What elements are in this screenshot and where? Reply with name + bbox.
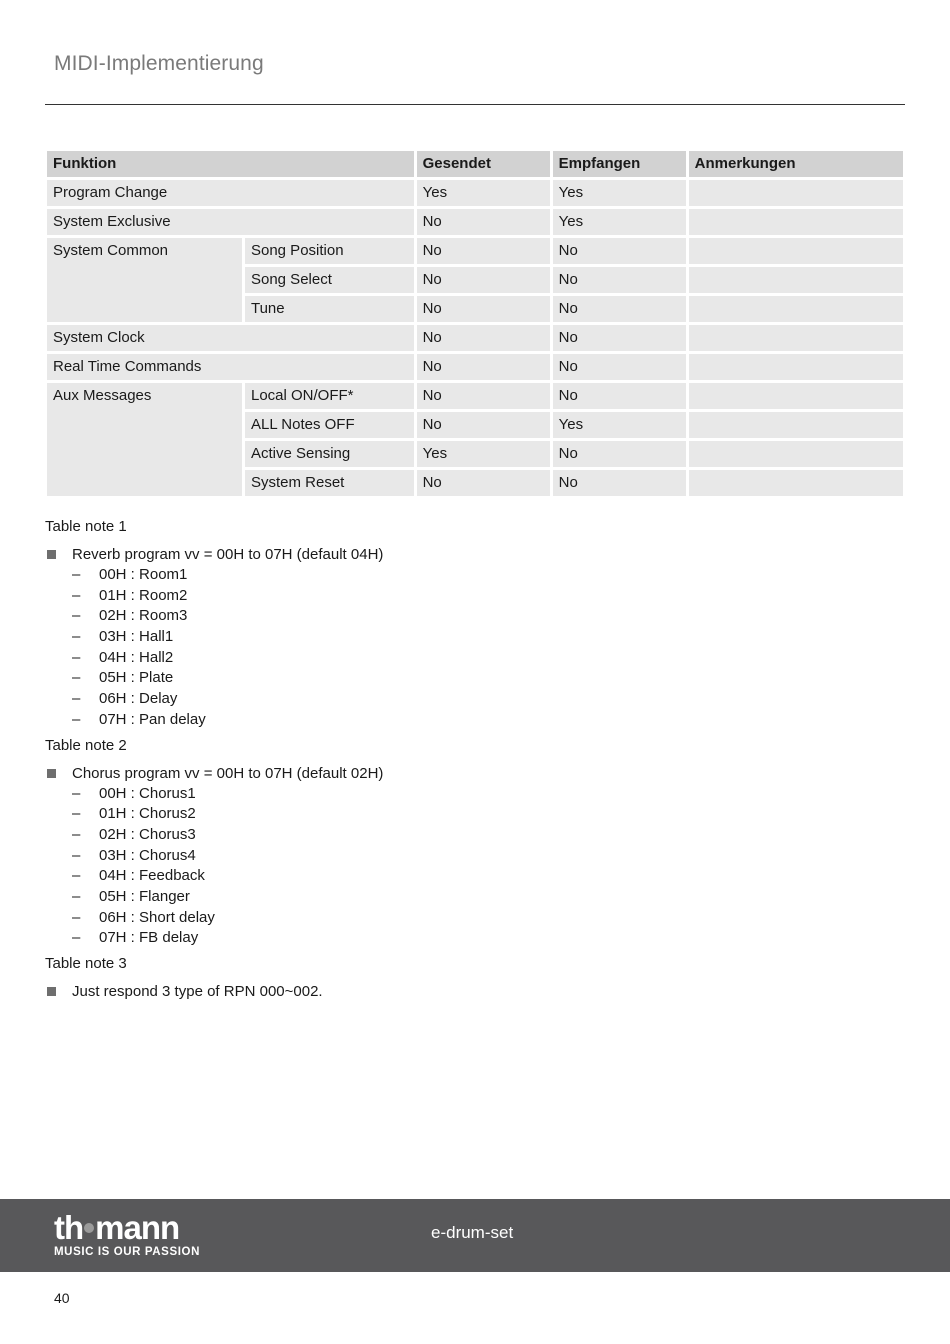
dash-icon: – [72, 669, 81, 687]
received-cell: No [553, 325, 686, 351]
dash-icon: – [72, 867, 81, 885]
list-item-text: 02H : Chorus3 [99, 825, 196, 843]
received-cell: No [553, 296, 686, 322]
dash-icon: – [72, 929, 81, 947]
received-cell: No [553, 470, 686, 496]
subfunction-cell: Local ON/OFF* [245, 383, 414, 409]
dash-icon: – [72, 846, 81, 864]
midi-implementation-table [44, 148, 906, 499]
dash-icon: – [72, 586, 81, 604]
list-item [45, 866, 905, 887]
received-cell: No [553, 441, 686, 467]
remarks-cell [689, 441, 903, 467]
table-row [47, 325, 903, 351]
remarks-cell [689, 209, 903, 235]
sent-cell: No [417, 383, 550, 409]
remarks-cell [689, 354, 903, 380]
table-row [47, 354, 903, 380]
sent-cell: Yes [417, 441, 550, 467]
table-row [47, 180, 903, 206]
sent-cell: No [417, 296, 550, 322]
subfunction-cell: Active Sensing [245, 441, 414, 467]
list-item-text: 07H : Pan delay [99, 710, 206, 728]
subfunction-cell: ALL Notes OFF [245, 412, 414, 438]
thomann-logo [54, 1211, 200, 1259]
list-item [45, 887, 905, 908]
bullet-text: Chorus program vv = 00H to 07H (default 02H) [72, 764, 384, 782]
note-bullet [45, 763, 905, 784]
footer-bar [0, 1199, 950, 1272]
logo-part: mann [95, 1209, 180, 1246]
list-item-text: 00H : Room1 [99, 566, 188, 583]
dash-icon: – [72, 648, 81, 666]
bullet-text: Just respond 3 type of RPN 000~002. [72, 983, 323, 1000]
note-heading: Table note 1 [45, 518, 127, 535]
list-item [45, 928, 905, 949]
dash-icon: – [72, 710, 81, 728]
list-item-text: 03H : Hall1 [99, 628, 174, 646]
table-row [47, 209, 903, 235]
remarks-cell [689, 412, 903, 438]
dash-icon: – [72, 566, 81, 583]
sent-cell: No [417, 267, 550, 293]
list-item [45, 908, 905, 929]
dash-icon: – [72, 607, 81, 625]
received-cell: No [553, 383, 686, 409]
list-item [45, 689, 905, 710]
dash-icon: – [72, 825, 81, 843]
list-item-text: 05H : Plate [99, 669, 174, 687]
list-item-text: 07H : FB delay [99, 929, 199, 947]
square-bullet-icon [47, 769, 56, 778]
function-cell: System Clock [47, 325, 414, 351]
note-heading: Table note 3 [45, 955, 127, 972]
header-anmerkungen: Anmerkungen [689, 151, 903, 177]
table-notes [45, 512, 905, 1002]
list-item [45, 846, 905, 867]
header-empfangen: Empfangen [553, 151, 686, 177]
received-cell: Yes [553, 412, 686, 438]
sent-cell: No [417, 325, 550, 351]
title-divider [45, 104, 905, 105]
subfunction-cell: Song Select [245, 267, 414, 293]
subfunction-cell: System Reset [245, 470, 414, 496]
dash-icon: – [72, 908, 81, 926]
list-item [45, 648, 905, 669]
list-item-text: 04H : Feedback [99, 867, 205, 885]
list-item [45, 586, 905, 607]
note-bullet [45, 544, 905, 565]
function-cell: Aux Messages [47, 383, 242, 496]
sent-cell: No [417, 209, 550, 235]
dash-icon: – [72, 887, 81, 905]
note-bullet [45, 981, 905, 1002]
dash-icon: – [72, 690, 81, 708]
header-gesendet: Gesendet [417, 151, 550, 177]
square-bullet-icon [47, 987, 56, 996]
list-item [45, 784, 905, 805]
logo-wordmark [54, 1211, 200, 1245]
list-item-text: 06H : Delay [99, 690, 178, 708]
logo-dot-icon [84, 1223, 94, 1233]
list-item [45, 825, 905, 846]
sent-cell: No [417, 470, 550, 496]
list-item-text: 05H : Flanger [99, 887, 190, 905]
sent-cell: Yes [417, 180, 550, 206]
logo-part: th [54, 1209, 84, 1246]
remarks-cell [689, 325, 903, 351]
received-cell: No [553, 238, 686, 264]
list-item-text: 04H : Hall2 [99, 648, 174, 666]
list-item-text: 06H : Short delay [99, 908, 215, 926]
remarks-cell [689, 383, 903, 409]
subfunction-cell: Tune [245, 296, 414, 322]
remarks-cell [689, 180, 903, 206]
sent-cell: No [417, 238, 550, 264]
remarks-cell [689, 267, 903, 293]
dash-icon: – [72, 784, 81, 802]
dash-icon: – [72, 805, 81, 823]
list-item [45, 627, 905, 648]
list-item-text: 01H : Chorus2 [99, 805, 196, 823]
square-bullet-icon [47, 550, 56, 559]
received-cell: Yes [553, 180, 686, 206]
note-heading: Table note 2 [45, 736, 127, 754]
received-cell: No [553, 267, 686, 293]
table-header-row [47, 151, 903, 177]
list-item-text: 03H : Chorus4 [99, 846, 196, 864]
page-title: MIDI-Implementierung [54, 52, 264, 75]
function-cell: Real Time Commands [47, 354, 414, 380]
dash-icon: – [72, 628, 81, 646]
logo-tagline: MUSIC IS OUR PASSION [54, 1246, 200, 1258]
list-item [45, 565, 905, 586]
bullet-text: Reverb program vv = 00H to 07H (default 04H) [72, 546, 384, 563]
product-name: e-drum-set [431, 1223, 514, 1242]
subfunction-cell: Song Position [245, 238, 414, 264]
received-cell: Yes [553, 209, 686, 235]
list-item [45, 804, 905, 825]
received-cell: No [553, 354, 686, 380]
remarks-cell [689, 296, 903, 322]
table-row [47, 383, 903, 409]
list-item [45, 606, 905, 627]
list-item-text: 01H : Room2 [99, 586, 188, 604]
function-cell: System Common [47, 238, 242, 322]
function-cell: System Exclusive [47, 209, 414, 235]
remarks-cell [689, 238, 903, 264]
remarks-cell [689, 470, 903, 496]
sent-cell: No [417, 412, 550, 438]
header-funktion: Funktion [47, 151, 414, 177]
list-item-text: 00H : Chorus1 [99, 784, 196, 802]
page-number: 40 [54, 1290, 70, 1306]
sent-cell: No [417, 354, 550, 380]
list-item [45, 710, 905, 731]
table-row [47, 238, 903, 264]
list-item-text: 02H : Room3 [99, 607, 188, 625]
function-cell: Program Change [47, 180, 414, 206]
list-item [45, 668, 905, 689]
